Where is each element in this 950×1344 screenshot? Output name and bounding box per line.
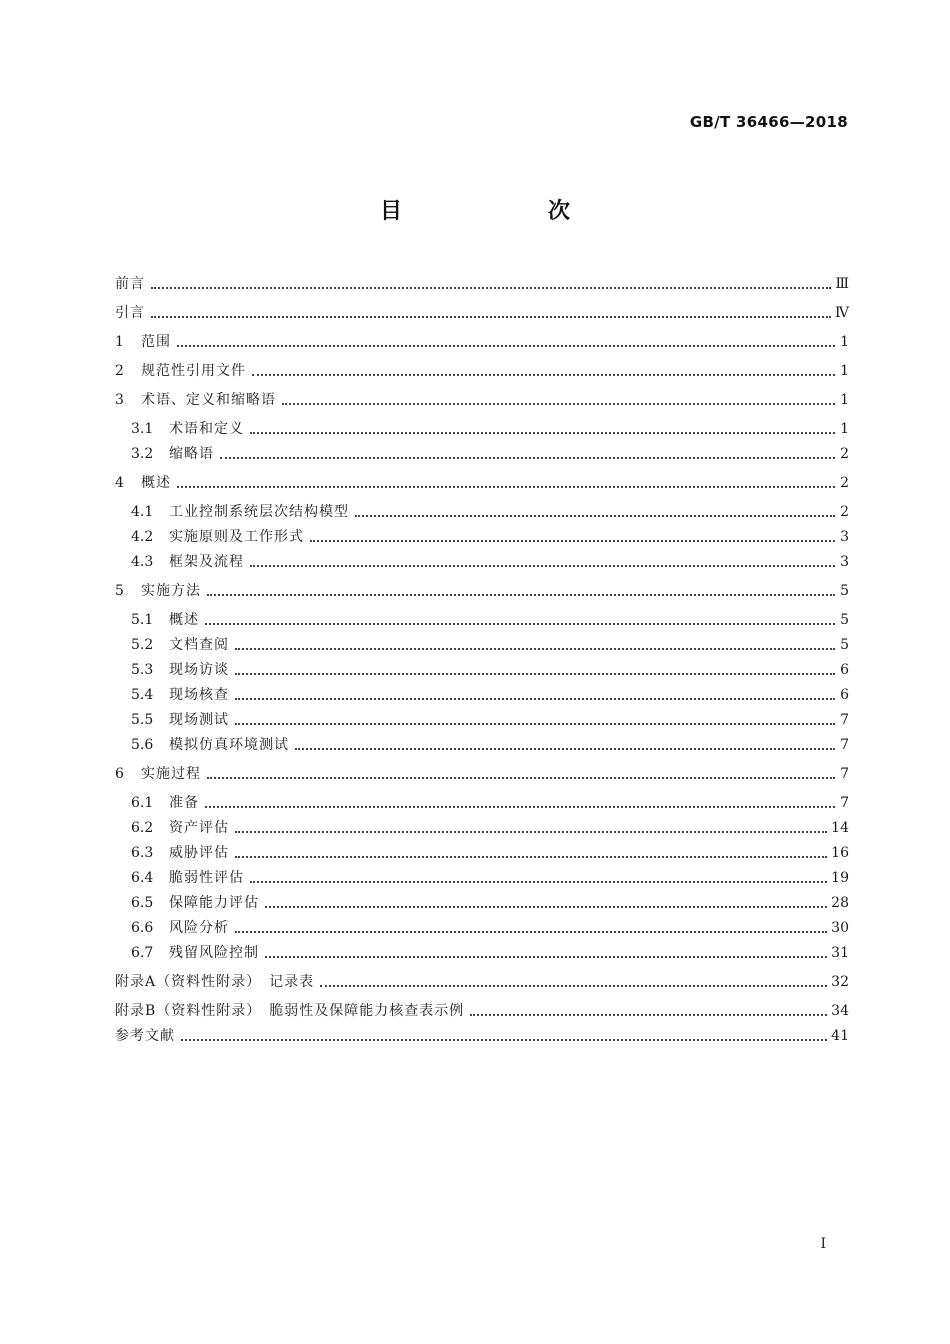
toc-entry[interactable] bbox=[131, 500, 849, 524]
toc-entry-heading bbox=[115, 330, 171, 354]
toc-entry[interactable] bbox=[131, 683, 849, 707]
toc-entry-heading bbox=[115, 1024, 175, 1048]
toc-entry-label: 保障能力评估 bbox=[169, 895, 259, 911]
toc-entry-heading bbox=[115, 579, 201, 603]
toc-entry-page: 32 bbox=[831, 974, 849, 990]
toc-entry-number: 4 bbox=[115, 475, 124, 491]
toc-entry-number: 6 bbox=[115, 766, 124, 782]
toc-entry-label: 现场访谈 bbox=[169, 662, 229, 678]
toc-entry[interactable] bbox=[115, 330, 849, 354]
page-title: 目 次 bbox=[379, 199, 632, 224]
toc-entry[interactable] bbox=[131, 633, 849, 657]
toc-entry[interactable] bbox=[131, 941, 849, 965]
toc-entry-label: 威胁评估 bbox=[169, 845, 229, 861]
toc-entry-page: 19 bbox=[831, 870, 849, 886]
dot-leader bbox=[207, 594, 835, 596]
toc-entry-page: 1 bbox=[840, 363, 849, 379]
toc-entry-heading bbox=[131, 500, 349, 524]
toc-entry-number: 5.6 bbox=[131, 737, 154, 753]
toc-entry[interactable] bbox=[131, 442, 849, 466]
toc-entry-heading bbox=[131, 608, 199, 632]
toc-entry-heading bbox=[131, 550, 244, 574]
toc-entry[interactable] bbox=[115, 579, 849, 603]
toc-entry-heading bbox=[115, 388, 276, 412]
toc-entry[interactable] bbox=[115, 999, 849, 1023]
toc-entry[interactable] bbox=[131, 891, 849, 915]
dot-leader bbox=[235, 648, 835, 650]
toc-entry-page: 1 bbox=[840, 392, 849, 408]
toc-entry-label: 模拟仿真环境测试 bbox=[169, 737, 289, 753]
dot-leader bbox=[177, 486, 835, 488]
toc-entry-page: 28 bbox=[831, 895, 849, 911]
dot-leader bbox=[320, 985, 827, 987]
toc-entry-page: 3 bbox=[840, 529, 849, 545]
toc-entry[interactable] bbox=[131, 708, 849, 732]
dot-leader bbox=[250, 565, 835, 567]
toc-entry-label: 资产评估 bbox=[169, 820, 229, 836]
toc-entry-number: 3.2 bbox=[131, 446, 154, 462]
dot-leader bbox=[235, 856, 827, 858]
dot-leader bbox=[151, 316, 831, 318]
toc-entry[interactable] bbox=[115, 762, 849, 786]
toc-entry-number: 4.1 bbox=[131, 504, 154, 520]
toc-entry-number: 4.3 bbox=[131, 554, 154, 570]
toc-entry-label: 规范性引用文件 bbox=[141, 363, 246, 379]
toc-entry-heading bbox=[115, 999, 464, 1023]
toc-entry[interactable] bbox=[115, 359, 849, 383]
toc-entry-heading bbox=[115, 762, 201, 786]
dot-leader bbox=[310, 540, 835, 542]
toc-entry-heading bbox=[131, 658, 229, 682]
toc-entry-heading bbox=[131, 733, 289, 757]
toc-entry-label: 参考文献 bbox=[115, 1028, 175, 1044]
toc-entry-label: 实施原则及工作形式 bbox=[169, 529, 304, 545]
toc-entry-label: 工业控制系统层次结构模型 bbox=[169, 504, 349, 520]
toc-entry-label: 风险分析 bbox=[169, 920, 229, 936]
dot-leader bbox=[220, 457, 835, 459]
toc-entry[interactable] bbox=[131, 916, 849, 940]
toc-entry-page: 16 bbox=[831, 845, 849, 861]
dot-leader bbox=[250, 432, 835, 434]
toc-entry-page: 7 bbox=[840, 737, 849, 753]
toc-entry-label: 引言 bbox=[115, 305, 145, 321]
toc-entry-number: 1 bbox=[115, 334, 124, 350]
toc-entry-page: 5 bbox=[840, 637, 849, 653]
toc-entry-heading bbox=[131, 633, 229, 657]
toc-entry-number: 4.2 bbox=[131, 529, 154, 545]
toc-entry-heading bbox=[115, 272, 145, 296]
toc-entry-label: 缩略语 bbox=[169, 446, 214, 462]
page-number: Ⅰ bbox=[820, 1236, 826, 1252]
toc-entry-label: 范围 bbox=[141, 334, 171, 350]
toc-entry-number: 2 bbox=[115, 363, 124, 379]
toc-entry[interactable] bbox=[131, 525, 849, 549]
toc-entry-page: 1 bbox=[840, 334, 849, 350]
toc-entry[interactable] bbox=[131, 658, 849, 682]
toc-entry-page: Ⅳ bbox=[835, 305, 849, 321]
toc-entry-page: 7 bbox=[840, 712, 849, 728]
dot-leader bbox=[235, 698, 835, 700]
toc-entry-label: 现场核查 bbox=[169, 687, 229, 703]
toc-entry-page: 7 bbox=[840, 795, 849, 811]
toc-entry-heading bbox=[131, 816, 229, 840]
toc-entry-number: 5 bbox=[115, 583, 124, 599]
toc-entry-heading bbox=[115, 301, 145, 325]
toc-entry[interactable] bbox=[131, 417, 849, 441]
toc-entry-label: 术语、定义和缩略语 bbox=[141, 392, 276, 408]
dot-leader bbox=[470, 1014, 827, 1016]
toc-entry-page: 2 bbox=[840, 504, 849, 520]
toc-entry-heading bbox=[131, 866, 244, 890]
toc-entry[interactable] bbox=[131, 866, 849, 890]
toc-entry-page: 7 bbox=[840, 766, 849, 782]
dot-leader bbox=[235, 931, 827, 933]
toc-entry[interactable] bbox=[131, 550, 849, 574]
toc-entry-label: 实施过程 bbox=[141, 766, 201, 782]
toc-entry[interactable] bbox=[131, 841, 849, 865]
dot-leader bbox=[151, 287, 831, 289]
dot-leader bbox=[355, 515, 835, 517]
toc-entry-page: 6 bbox=[840, 687, 849, 703]
toc-entry-label: 概述 bbox=[169, 612, 199, 628]
dot-leader bbox=[235, 723, 835, 725]
toc-entry-label: 实施方法 bbox=[141, 583, 201, 599]
dot-leader bbox=[205, 806, 835, 808]
dot-leader bbox=[177, 345, 835, 347]
toc-entry-number: 6.1 bbox=[131, 795, 154, 811]
toc-entry-page: 2 bbox=[840, 446, 849, 462]
toc-entry-number: 5.4 bbox=[131, 687, 154, 703]
toc-entry-heading bbox=[131, 916, 229, 940]
toc-entry-number: 6.6 bbox=[131, 920, 154, 936]
toc-entry-number: 5.1 bbox=[131, 612, 154, 628]
toc-entry-heading bbox=[131, 417, 244, 441]
toc-entry[interactable] bbox=[131, 791, 849, 815]
toc-entry-label: 残留风险控制 bbox=[169, 945, 259, 961]
toc-entry-heading bbox=[131, 708, 229, 732]
dot-leader bbox=[295, 748, 835, 750]
toc-entry-number: 6.5 bbox=[131, 895, 154, 911]
toc-entry-heading bbox=[131, 791, 199, 815]
toc-entry-heading bbox=[115, 359, 246, 383]
dot-leader bbox=[207, 777, 835, 779]
toc-entry-label: 现场测试 bbox=[169, 712, 229, 728]
toc-entry-page: 31 bbox=[831, 945, 849, 961]
toc-entry[interactable] bbox=[115, 301, 849, 325]
toc-entry-label: 附录A（资料性附录） 记录表 bbox=[115, 974, 315, 990]
toc-entry-number: 6.7 bbox=[131, 945, 154, 961]
toc-entry-heading bbox=[115, 471, 171, 495]
toc-entry-label: 脆弱性评估 bbox=[169, 870, 244, 886]
toc-entry-page: 14 bbox=[831, 820, 849, 836]
dot-leader bbox=[250, 881, 827, 883]
toc-entry-label: 准备 bbox=[169, 795, 199, 811]
toc-entry-page: 5 bbox=[840, 583, 849, 599]
toc-entry-number: 5.3 bbox=[131, 662, 154, 678]
toc-entry-page: 3 bbox=[840, 554, 849, 570]
toc-entry-heading bbox=[131, 841, 229, 865]
toc-entry[interactable] bbox=[131, 733, 849, 757]
toc-entry[interactable] bbox=[115, 1024, 849, 1048]
toc-entry-number: 6.2 bbox=[131, 820, 154, 836]
dot-leader bbox=[282, 403, 835, 405]
toc-entry-number: 5.2 bbox=[131, 637, 154, 653]
toc-entry-number: 3 bbox=[115, 392, 124, 408]
toc-entry-page: 6 bbox=[840, 662, 849, 678]
toc-entry-page: 41 bbox=[831, 1028, 849, 1044]
toc-entry-heading bbox=[131, 941, 259, 965]
toc-entry-heading bbox=[131, 891, 259, 915]
toc-entry-label: 文档查阅 bbox=[169, 637, 229, 653]
dot-leader bbox=[235, 673, 835, 675]
toc-entry-page: 2 bbox=[840, 475, 849, 491]
toc-entry-page: 5 bbox=[840, 612, 849, 628]
toc-entry-heading bbox=[131, 442, 214, 466]
toc-entry-number: 6.3 bbox=[131, 845, 154, 861]
toc-entry-label: 概述 bbox=[141, 475, 171, 491]
toc-entry-page: 30 bbox=[831, 920, 849, 936]
toc-entry-label: 框架及流程 bbox=[169, 554, 244, 570]
dot-leader bbox=[265, 956, 827, 958]
toc-entry-number: 6.4 bbox=[131, 870, 154, 886]
toc-entry-number: 5.5 bbox=[131, 712, 154, 728]
toc-entry[interactable] bbox=[115, 970, 849, 994]
dot-leader bbox=[205, 623, 835, 625]
toc-entry-label: 术语和定义 bbox=[169, 421, 244, 437]
toc-entry-label: 附录B（资料性附录） 脆弱性及保障能力核查表示例 bbox=[115, 1003, 465, 1019]
toc-entry-page: 1 bbox=[840, 421, 849, 437]
toc-entry-page: Ⅲ bbox=[835, 276, 849, 292]
toc-entry-label: 前言 bbox=[115, 276, 145, 292]
toc-entry[interactable] bbox=[115, 272, 849, 296]
toc-entry-heading bbox=[131, 683, 229, 707]
standard-code: GB/T 36466—2018 bbox=[689, 113, 848, 131]
toc-entry[interactable] bbox=[115, 388, 849, 412]
toc-entry-number: 3.1 bbox=[131, 421, 154, 437]
toc-entry[interactable] bbox=[131, 608, 849, 632]
dot-leader bbox=[235, 831, 827, 833]
toc-entry[interactable] bbox=[131, 816, 849, 840]
toc-entry-page: 34 bbox=[831, 1003, 849, 1019]
dot-leader bbox=[181, 1039, 827, 1041]
toc-entry[interactable] bbox=[115, 471, 849, 495]
dot-leader bbox=[252, 374, 835, 376]
toc-entry-heading bbox=[131, 525, 304, 549]
dot-leader bbox=[265, 906, 827, 908]
toc-entry-heading bbox=[115, 970, 314, 994]
